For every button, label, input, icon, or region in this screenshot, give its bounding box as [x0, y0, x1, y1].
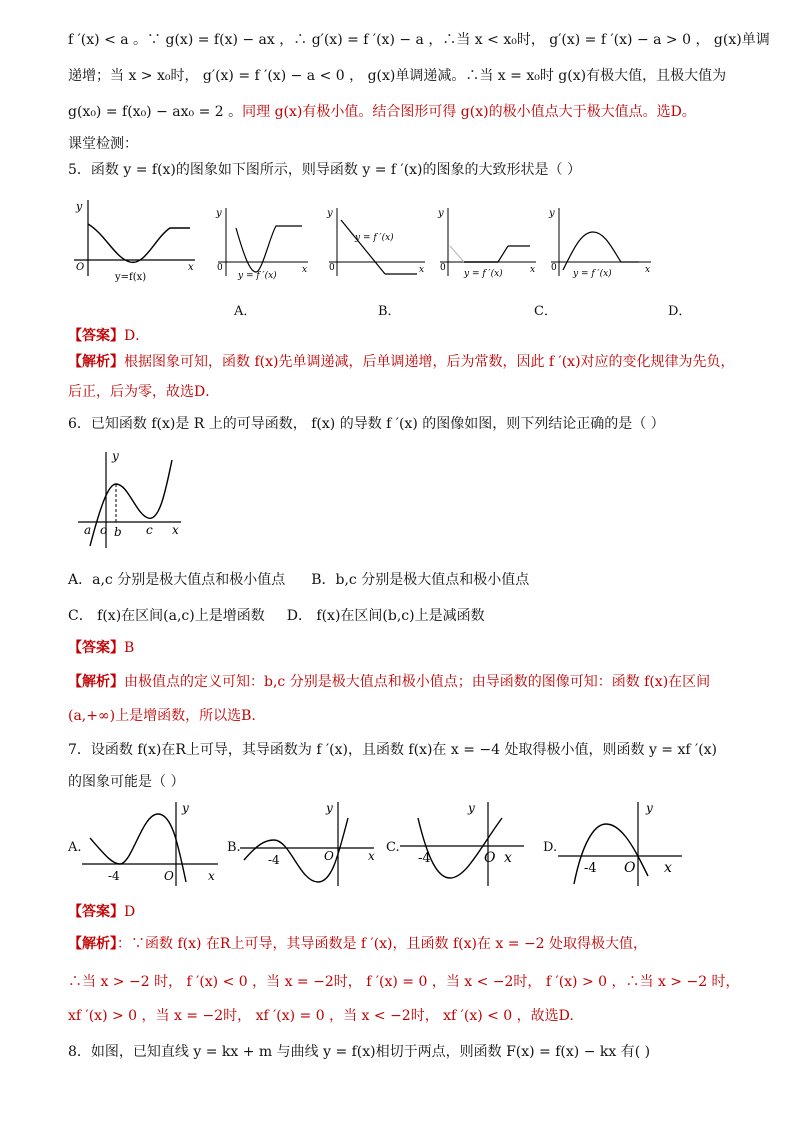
q7-d-m4-label: -4	[584, 861, 597, 876]
q6-answer	[68, 638, 134, 658]
q5-a-fp-label: y = f ′(x)	[238, 271, 277, 281]
q5-a-x-label: x	[302, 265, 308, 275]
q5-graph-a	[212, 206, 312, 284]
q7-a-m4-label: -4	[108, 869, 120, 883]
q5-b-y-label: y	[327, 208, 333, 219]
q6-graph-y-label: y	[112, 449, 119, 463]
q5-answer-tag: 【答案】	[68, 328, 124, 344]
q5-d-x-label: x	[645, 265, 651, 275]
q7-option-b: B.	[227, 840, 241, 855]
q7-a-o-label: O	[164, 869, 174, 883]
q7-graph-b	[238, 800, 378, 888]
q5-c-fp-label: y = f ′(x)	[464, 269, 503, 279]
q7-explanation-1	[68, 934, 647, 954]
text-line-3	[68, 102, 696, 122]
q6-graph-a-label: a	[84, 523, 92, 537]
q7-graph-d	[556, 800, 686, 888]
q5-d-zero-label: 0	[551, 263, 557, 273]
q5-option-a: A．	[234, 304, 257, 319]
q5-c-x-label: x	[530, 265, 536, 275]
q7-option-d: D.	[543, 840, 558, 855]
text-line-3a: g(x₀) = f(x₀) − ax₀ = 2 。	[68, 104, 243, 120]
q7-a-x-label: x	[208, 869, 215, 883]
q5-b-fp-label: y = f ′(x)	[355, 233, 394, 243]
q5-answer-value: D．	[124, 328, 150, 344]
q7-d-x-label: x	[664, 860, 672, 876]
q5-c-zero-label: 0	[440, 263, 446, 273]
q5-exp-tag: 【解析】	[68, 354, 124, 370]
q7-b-y-label: y	[326, 801, 333, 815]
q7-c-x-label: x	[504, 850, 512, 866]
section-heading: 课堂检测：	[68, 136, 138, 152]
q7-explanation-2: ∴当 x > −2 时， f ′(x) < 0 ，当 x = −2时， f ′(x) = 0 ，当 x < −2时， f ′(x) > 0 ，∴当 x > −2 时，	[68, 974, 740, 990]
q6-explanation-2: (a,+∞)上是增函数，所以选B.	[68, 708, 256, 724]
q5-explanation-1	[68, 352, 735, 372]
q7-exp-text-1: ：∵函数 f(x) 在R上可导，其导函数是 f ′(x)，且函数 f(x)在 x = −2 处取得极大值，	[117, 936, 648, 952]
q7-answer	[68, 902, 135, 922]
text-line-2: 递增；当 x > x₀时， g′(x) = f ′(x) − a < 0 ， g(x)单调递减。∴当 x = x₀时 g(x)有极大值，且极大值为	[68, 68, 727, 84]
q5-c-y-label: y	[438, 208, 444, 219]
q7-answer-tag: 【答案】	[68, 904, 124, 920]
q5-graph-x-label: x	[188, 262, 194, 273]
q6-option-d: D． f(x)在区间(b,c)上是减函数	[286, 608, 485, 624]
q7-d-y-label: y	[646, 801, 653, 815]
q5-a-y-label: y	[216, 208, 222, 219]
q5-option-c: C．	[534, 304, 557, 319]
q5-graph-curve-label: y=f(x)	[115, 272, 147, 283]
q7-d-o-label: O	[624, 860, 636, 876]
question-7-line-1: 7．设函数 f(x)在R上可导，其导函数为 f ′(x)，且函数 f(x)在 x = −4 处取得极小值，则函数 y = xf ′(x)	[68, 742, 718, 758]
q7-option-c: C.	[386, 840, 400, 855]
q6-option-c: C． f(x)在区间(a,c)上是增函数	[68, 608, 265, 624]
text-line-3b: 同理 g(x)有极小值。结合图形可得 g(x)的极小值点大于极大值点。选D。	[242, 104, 696, 120]
q5-option-b: B．	[378, 304, 401, 319]
q5-b-zero-label: 0	[329, 263, 335, 273]
q6-option-a: A．a,c 分别是极大值点和极小值点	[68, 572, 286, 588]
q5-option-d: D．	[668, 304, 692, 319]
question-5: 5．函数 y = f(x)的图象如下图所示，则导函数 y = f ′(x)的图象的大致形状是（ ）	[68, 162, 581, 178]
q6-options-row-1	[68, 570, 529, 590]
q7-b-m4-label: -4	[268, 853, 280, 867]
q6-exp-text-1: 由极值点的定义可知：b,c 分别是极大值点和极小值点；由导函数的图像可知：函数 f(x)在区间	[124, 674, 711, 690]
q6-option-b: B．b,c 分别是极大值点和极小值点	[311, 572, 530, 588]
question-6: 6．已知函数 f(x)是 R 上的可导函数， f(x) 的导数 f ′(x) 的图像如图，则下列结论正确的是（ ）	[68, 416, 665, 432]
q6-graph-o-label: o	[100, 523, 108, 537]
q6-graph	[76, 448, 186, 552]
q5-d-y-label: y	[549, 208, 555, 219]
q5-graph-f	[70, 198, 200, 288]
q7-graph-c	[398, 800, 530, 888]
question-7-line-2: 的图象可能是（ ）	[68, 774, 185, 790]
q5-graph-o-label: O	[76, 262, 85, 273]
q5-graph-c	[436, 206, 541, 284]
q6-explanation-1	[68, 672, 710, 692]
q5-graph-d	[547, 206, 655, 284]
q5-a-zero-label: 0	[217, 263, 223, 273]
q5-d-fp-label: y = f ′(x)	[573, 269, 612, 279]
q6-answer-tag: 【答案】	[68, 640, 124, 656]
q7-c-m4-label: -4	[418, 851, 431, 866]
q6-exp-tag: 【解析】	[68, 674, 124, 690]
q7-explanation-3: xf ′(x) > 0 ，当 x = −2时， xf ′(x) = 0 ，当 x < −2时， xf ′(x) < 0 ，故选D.	[68, 1008, 574, 1024]
q7-graph-a	[82, 800, 222, 888]
q6-graph-b-label: b	[114, 525, 122, 539]
q5-exp-text-1: 根据图象可知，函数 f(x)先单调递减，后单调递增，后为常数，因此 f ′(x)对应的变化规律为先负，	[124, 354, 735, 370]
q6-answer-value: B	[124, 640, 135, 656]
q6-options-row-2	[68, 606, 485, 626]
q5-graph-y-label: y	[76, 200, 83, 213]
q7-b-o-label: O	[324, 849, 334, 863]
q6-graph-x-label: x	[172, 523, 179, 537]
q7-answer-value: D	[124, 904, 136, 920]
q7-b-x-label: x	[368, 849, 375, 863]
q5-explanation-2: 后正，后为零，故选D．	[68, 384, 220, 400]
text-line-1: f ′(x) < a 。∵ g(x) = f(x) − ax ，∴ g′(x) = f ′(x) − a ，∴当 x < x₀时， g′(x) = f ′(x) − a > 0 ， g(x)单调	[68, 32, 770, 48]
question-8: 8．如图，已知直线 y = kx + m 与曲线 y = f(x)相切于两点，则函数 F(x) = f(x) − kx 有( )	[68, 1044, 651, 1060]
q7-a-y-label: y	[182, 801, 189, 815]
q6-graph-c-label: c	[146, 523, 153, 537]
q7-c-y-label: y	[468, 801, 475, 815]
q5-answer	[68, 326, 149, 346]
q5-graph-b	[325, 206, 430, 284]
q7-option-a: A.	[68, 840, 82, 855]
q5-b-x-label: x	[419, 265, 425, 275]
q7-c-o-label: O	[484, 850, 496, 866]
q7-exp-tag: 【解析】	[68, 936, 117, 952]
